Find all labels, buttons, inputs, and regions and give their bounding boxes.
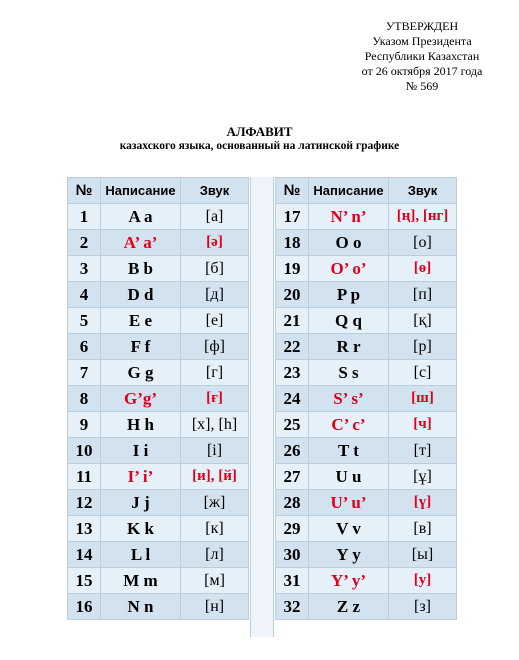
- letter-spelling: L l: [101, 542, 181, 568]
- table-row: [276, 594, 457, 620]
- table-row: [68, 438, 249, 464]
- page-title: АЛФАВИТ: [226, 124, 293, 139]
- table-row: [276, 334, 457, 360]
- letter-spelling: G’g’: [101, 386, 181, 412]
- header-sound: Звук: [181, 178, 249, 204]
- header-number: №: [276, 178, 309, 204]
- letter-spelling: J j: [101, 490, 181, 516]
- letter-sound: [ө]: [389, 256, 457, 282]
- header-spelling: Написание: [309, 178, 389, 204]
- alphabet-table-left: [67, 177, 249, 620]
- header-spelling: Написание: [101, 178, 181, 204]
- letter-spelling: K k: [101, 516, 181, 542]
- table-row: [68, 308, 249, 334]
- table-header-row: [276, 178, 457, 204]
- table-row: [68, 464, 249, 490]
- table-row: [68, 568, 249, 594]
- table-row: [276, 490, 457, 516]
- alphabet-table-right: [275, 177, 457, 620]
- letter-spelling: C’ c’: [309, 412, 389, 438]
- table-row: [276, 412, 457, 438]
- letter-sound: [ү]: [389, 490, 457, 516]
- letter-spelling: O’ o’: [309, 256, 389, 282]
- letter-number: 28: [276, 490, 309, 516]
- letter-spelling: Y y: [309, 542, 389, 568]
- letter-number: 7: [68, 360, 101, 386]
- letter-spelling: V v: [309, 516, 389, 542]
- letter-number: 18: [276, 230, 309, 256]
- letter-number: 11: [68, 464, 101, 490]
- table-row: [276, 386, 457, 412]
- letter-number: 20: [276, 282, 309, 308]
- table-row: [276, 256, 457, 282]
- letter-spelling: M m: [101, 568, 181, 594]
- header-number: №: [68, 178, 101, 204]
- approval-stamp: [322, 19, 519, 94]
- letter-number: 15: [68, 568, 101, 594]
- letter-spelling: F f: [101, 334, 181, 360]
- letter-spelling: N’ n’: [309, 204, 389, 230]
- approval-line-3: от 26 октября 2017 года: [361, 64, 483, 78]
- letter-number: 2: [68, 230, 101, 256]
- table-divider: [250, 177, 274, 637]
- letter-spelling: P p: [309, 282, 389, 308]
- letter-number: 26: [276, 438, 309, 464]
- letter-spelling: D d: [101, 282, 181, 308]
- table-row: [276, 308, 457, 334]
- letter-sound: [ш]: [389, 386, 457, 412]
- table-row: [276, 360, 457, 386]
- letter-number: 30: [276, 542, 309, 568]
- letter-spelling: U u: [309, 464, 389, 490]
- table-row: [276, 464, 457, 490]
- table-row: [68, 334, 249, 360]
- table-row: [276, 542, 457, 568]
- letter-sound: [ч]: [389, 412, 457, 438]
- table-row: [68, 594, 249, 620]
- table-row: [68, 516, 249, 542]
- letter-spelling: A a: [101, 204, 181, 230]
- letter-sound: [т]: [389, 438, 457, 464]
- letter-sound: [ы]: [389, 542, 457, 568]
- table-row: [276, 282, 457, 308]
- letter-number: 12: [68, 490, 101, 516]
- letter-number: 31: [276, 568, 309, 594]
- letter-spelling: Z z: [309, 594, 389, 620]
- letter-number: 4: [68, 282, 101, 308]
- letter-sound: [и], [й]: [181, 464, 249, 490]
- page-subtitle: казахского языка, основанный на латинской графике: [119, 140, 400, 152]
- table-row: [68, 386, 249, 412]
- header-sound: Звук: [389, 178, 457, 204]
- table-row: [276, 568, 457, 594]
- letter-spelling: Y’ y’: [309, 568, 389, 594]
- table-row: [68, 360, 249, 386]
- letter-number: 27: [276, 464, 309, 490]
- letter-sound: [ә]: [181, 230, 249, 256]
- letter-number: 9: [68, 412, 101, 438]
- letter-spelling: S s: [309, 360, 389, 386]
- letter-spelling: I’ i’: [101, 464, 181, 490]
- letter-sound: [о]: [389, 230, 457, 256]
- approval-title: УТВЕРЖДЕН: [385, 19, 459, 33]
- letter-sound: [е]: [181, 308, 249, 334]
- table-row: [68, 412, 249, 438]
- letter-sound: [қ]: [389, 308, 457, 334]
- letter-sound: [п]: [389, 282, 457, 308]
- letter-sound: [з]: [389, 594, 457, 620]
- letter-sound: [ұ]: [389, 464, 457, 490]
- letter-sound: [р]: [389, 334, 457, 360]
- letter-spelling: U’ u’: [309, 490, 389, 516]
- letter-number: 29: [276, 516, 309, 542]
- letter-number: 5: [68, 308, 101, 334]
- letter-spelling: N n: [101, 594, 181, 620]
- letter-sound: [у]: [389, 568, 457, 594]
- letter-number: 6: [68, 334, 101, 360]
- table-row: [68, 256, 249, 282]
- table-row: [276, 230, 457, 256]
- letter-number: 23: [276, 360, 309, 386]
- table-row: [68, 204, 249, 230]
- table-row: [276, 438, 457, 464]
- letter-sound: [к]: [181, 516, 249, 542]
- letter-sound: [ң], [нг]: [389, 204, 457, 230]
- letter-number: 17: [276, 204, 309, 230]
- letter-spelling: O o: [309, 230, 389, 256]
- approval-line-4: № 569: [405, 79, 439, 93]
- letter-sound: [а]: [181, 204, 249, 230]
- letter-sound: [г]: [181, 360, 249, 386]
- approval-line-2: Республики Казахстан: [364, 49, 480, 63]
- letter-sound: [ж]: [181, 490, 249, 516]
- letter-spelling: I i: [101, 438, 181, 464]
- letter-sound: [м]: [181, 568, 249, 594]
- letter-sound: [с]: [389, 360, 457, 386]
- table-row: [276, 204, 457, 230]
- table-row: [276, 516, 457, 542]
- letter-number: 10: [68, 438, 101, 464]
- letter-sound: [д]: [181, 282, 249, 308]
- table-row: [68, 282, 249, 308]
- letter-number: 21: [276, 308, 309, 334]
- letter-number: 14: [68, 542, 101, 568]
- table-row: [68, 230, 249, 256]
- approval-line-1: Указом Президента: [372, 34, 472, 48]
- letter-spelling: Q q: [309, 308, 389, 334]
- letter-number: 1: [68, 204, 101, 230]
- letter-spelling: E e: [101, 308, 181, 334]
- letter-number: 24: [276, 386, 309, 412]
- letter-spelling: R r: [309, 334, 389, 360]
- letter-spelling: B b: [101, 256, 181, 282]
- letter-spelling: A’ a’: [101, 230, 181, 256]
- letter-sound: [н]: [181, 594, 249, 620]
- letter-sound: [ғ]: [181, 386, 249, 412]
- letter-number: 3: [68, 256, 101, 282]
- letter-spelling: H h: [101, 412, 181, 438]
- letter-sound: [ф]: [181, 334, 249, 360]
- letter-number: 8: [68, 386, 101, 412]
- letter-sound: [х], [h]: [181, 412, 249, 438]
- document-heading: [0, 124, 519, 153]
- letter-number: 19: [276, 256, 309, 282]
- letter-number: 16: [68, 594, 101, 620]
- letter-sound: [в]: [389, 516, 457, 542]
- letter-number: 22: [276, 334, 309, 360]
- letter-number: 25: [276, 412, 309, 438]
- letter-sound: [б]: [181, 256, 249, 282]
- letter-spelling: G g: [101, 360, 181, 386]
- table-row: [68, 542, 249, 568]
- letter-number: 13: [68, 516, 101, 542]
- letter-spelling: S’ s’: [309, 386, 389, 412]
- letter-number: 32: [276, 594, 309, 620]
- letter-spelling: T t: [309, 438, 389, 464]
- letter-sound: [л]: [181, 542, 249, 568]
- table-header-row: [68, 178, 249, 204]
- table-row: [68, 490, 249, 516]
- letter-sound: [і]: [181, 438, 249, 464]
